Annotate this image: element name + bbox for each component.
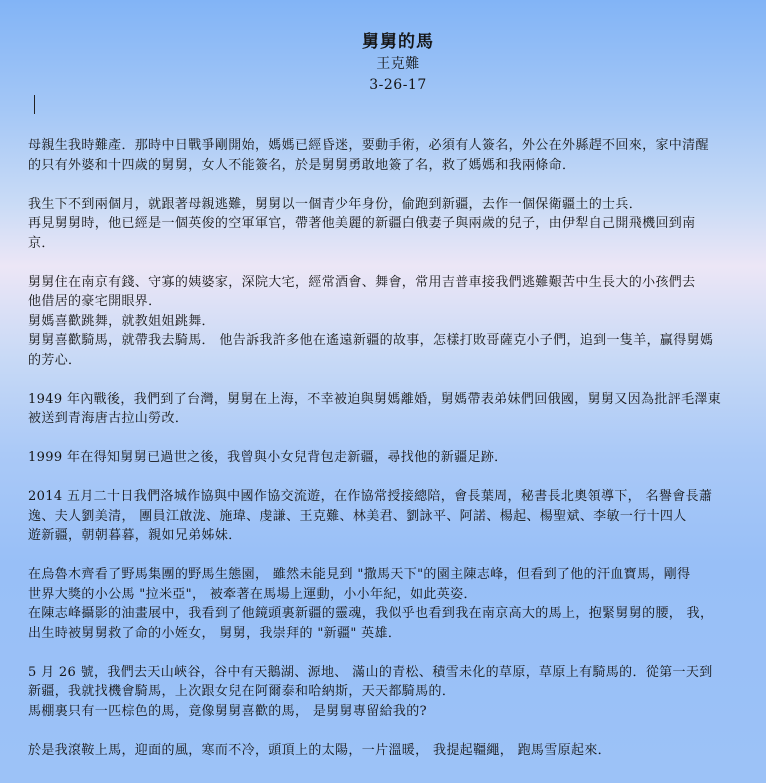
paragraph [28,448,744,468]
author-name: 王克難 [376,56,420,72]
paragraph-line: 我生下不到兩個月，就跟著母親逃難，舅舅以一個青少年身份，偷跑到新疆，去作一個保衛疆土的士兵． [28,196,643,212]
paragraph [28,273,744,371]
paragraph-line: 遊新疆，朝朝暮暮，親如兄弟姊妹． [28,528,242,543]
paragraph-line: 舅舅住在南京有錢、守寡的姨婆家，深院大宅，經常酒會、舞會，常用吉普車接我們逃難艱苦中生長大的小孩們去 [28,274,696,290]
paragraph-line: 舅媽喜歡跳舞，就教姐姐跳舞． [28,313,215,329]
paragraph-line: 馬棚裏只有一匹棕色的馬，竟像舅舅喜歡的馬， 是舅舅專留給我的? [28,703,427,719]
paragraph-line: 世界大獎的小公馬 "拉米亞"， 被牽著在馬場上運動，小小年紀，如此英姿． [28,586,477,602]
document-body[interactable] [28,136,744,780]
text-cursor[interactable] [34,95,35,114]
paragraph-line: 1999 年在得知舅舅已過世之後，我曾與小女兒背包走新疆，尋找他的新疆足跡． [28,450,508,465]
document-title: 舅舅的馬 [362,32,434,52]
paragraph-line: 新疆，我就找機會騎馬，上次跟女兒在阿爾泰和哈納斯，天天都騎馬的． [28,684,456,699]
paragraph-line: 2014 五月二十日我們洛城作協與中國作協交流遊，在作協常授接總陪，會長葉周，秘書長北奧領導下， 名譽會長蕭 [28,489,713,504]
paragraph-line: 5 月 26 號，我們去天山峽谷，谷中有天鵝湖、源地、 滿山的青松、積雪未化的草原，草原上有騎馬的．從第一天到 [28,664,713,680]
paragraph [28,136,744,175]
paragraph [28,195,744,254]
paragraph-line: 在烏魯木齊看了野馬集團的野馬生態園， 雖然未能見到 "撒馬天下"的園主陳志峰，但看到了他的汗血寶馬，剛得 [28,567,691,582]
paragraph [28,663,744,722]
paragraph-line: 的芳心． [28,352,82,368]
paragraph-line: 於是我滾鞍上馬，迎面的風，寒而不冷，頭頂上的太陽，一片溫暖， 我提起韁繩， 跑馬雪原起來． [28,742,612,758]
paragraph [28,390,744,429]
paragraph-line: 的只有外婆和十四歲的舅舅，女人不能簽名，於是舅舅勇敢地簽了名，救了媽媽和我兩條命． [28,157,576,173]
paragraph-line: 1949 年內戰後，我們到了台灣，舅舅在上海，不幸被迫與舅媽離婚，舅媽帶表弟妹們回俄國，舅舅又因為批評毛澤東 [28,391,722,407]
paragraph-line: 他借居的豪宅開眼界． [28,294,162,309]
paragraph-line: 母親生我時難產．那時中日戰爭剛開始，媽媽已經昏迷，要動手術，必須有人簽名，外公在外縣趕不回來，家中清醒 [28,138,709,153]
paragraph-line: 被送到青海唐古拉山勞改． [28,411,189,426]
paragraph [28,741,744,761]
paragraph-line: 京． [28,235,55,251]
paragraph-line: 舅舅喜歡騎馬，就帶我去騎馬． 他告訴我許多他在遙遠新疆的故事，怎樣打敗哥薩克小子們，追到一隻羊，贏得舅媽 [28,333,714,348]
paragraph-line: 再見舅舅時，他已經是一個英俊的空軍軍官，帶著他美麗的新疆白俄妻子與兩歲的兒子，由伊犁自己開飛機回到南 [28,216,696,231]
paragraph [28,487,744,546]
document-date: 3-26-17 [369,77,427,93]
header [15,30,766,96]
paragraph-line: 逸、夫人劉美清， 團員江啟泷、施瑋、虔謙、王克難、林美君、劉詠平、阿諾、楊起、楊聖斌、李敏一行十四人 [28,508,687,524]
paragraph-line: 在陳志峰攝影的油畫展中，我看到了他鏡頭裏新疆的靈魂，我似乎也看到我在南京高大的馬上，抱緊舅舅的腰， 我， [28,606,714,621]
paragraph-line: 出生時被舅舅救了命的小姪女， 舅舅，我崇拜的 "新疆" 英雄． [28,625,402,641]
paragraph [28,565,744,643]
